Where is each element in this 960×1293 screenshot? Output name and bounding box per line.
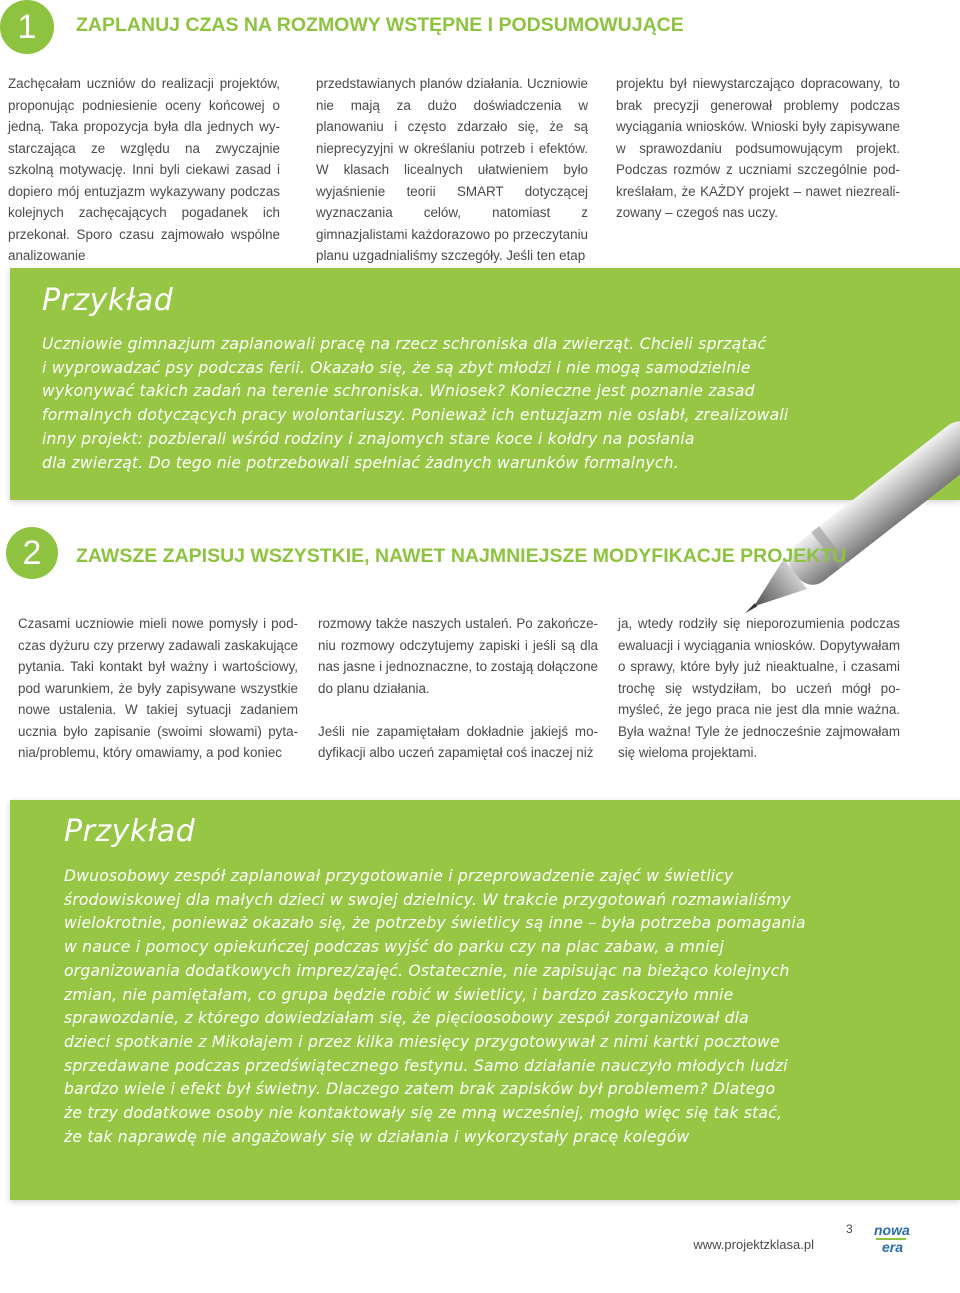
section-2-column-1 [18,613,298,764]
paragraph: rozmowy także naszych ustaleń. Po zakończeniu rozmowy odczytujemy zapiski i jeśli są dla nas jasne i jednoznaczne, to zostają dołączone do planu działania. [318,616,598,696]
example-2-title: Przykład [64,814,196,849]
paragraph: przedstawianych planów działania. Uczniowie nie mają za dużo doświadczenia w planowaniu i często zdarzało się, że są nieprecyzyjni w określaniu potrzeb i efektów. W klasach licealnych ułatwieniem było wyjaśnienie teorii SMART dotyczącej wyznaczania celów, natomiast z gimnazjalistami każdorazowo po przeczytaniu planu uzgadnialiśmy szczegóły. Jeśli ten etap [316,76,588,263]
section-2-column-3 [618,613,900,764]
paragraph: Czasami uczniowie mieli nowe pomysły i podczas dyżuru czy przerwy zadawali zaskakujące pytania. Taki kontakt był ważny i wartościowy, pod warunkiem, że były zapisywane wszystkie nowe ustalenia. W takiej sytuacji zadaniem ucznia było zapisanie (swoimi słowami) pytania/problemu, który omawiamy, a pod koniec [18,616,298,760]
paragraph: projektu był niewystarczająco dopracowany, to brak precyzji generował problemy podczas wyciągania wniosków. Wnioski były zapisywane w sprawozdaniu podsumowującym projekt. Podczas rozmów z uczniami szczególnie podkreślałam, że KAŻDY projekt – nawet niezrealizowany – czegoś nas uczy. [616,76,900,220]
text-line: sprawozdanie, z którego dowiedziałam się, że pięcioosobowy zespół zorganizował dla [64,1009,749,1028]
text-line: i wyprowadzać psy podczas ferii. Okazało się, że są zbyt młodzi i nie mogą samodzielnie [42,358,751,377]
logo-line-1: nowa [874,1222,910,1238]
section-number-1 [0,0,54,54]
section-2-title: ZAWSZE ZAPISUJ WSZYSTKIE, NAWET NAJMNIEJSZE MODYFIKACJE PROJEKTU [76,545,847,567]
logo-line-2: era [882,1239,904,1255]
section-1-column-2 [316,73,588,267]
paragraph: Jeśli nie zapamiętałam dokładnie jakiejś modyfikacji albo uczeń zapamiętał coś inaczej niż [318,723,598,760]
text-line: formalnych dotyczących pracy wolontariuszy. Ponieważ ich entuzjazm nie osłabł, zrealizowali [42,406,789,425]
pen-illustration [700,380,960,620]
section-number-label: 2 [22,533,42,572]
footer-url[interactable]: www.projektzklasa.pl [693,1237,814,1252]
nowa-era-logo [872,1221,916,1255]
text-line: że tak naprawdę nie angażowały się w działania i wykorzystały pracę kolegów [64,1127,690,1146]
example-2-text [64,865,944,1149]
text-line: wielokrotnie, ponieważ okazało się, że potrzeby świetlicy są inne – była potrzeba pomagania [64,914,806,933]
text-line: Dwuosobowy zespół zaplanował przygotowanie i przeprowadzenie zajęć w świetlicy [64,867,734,885]
text-line: że trzy dodatkowe osoby nie kontaktowały się ze mną wcześniej, mogło więc się tak stać, [64,1104,783,1123]
text-line: bardzo wiele i efekt był świetny. Dlaczego zatem brak zapisków był problemem? Dlatego [64,1080,776,1099]
paragraph: Zachęcałam uczniów do realizacji projektów, proponując podniesienie oceny końcowej o jedną. Taka propozycja była dla jednych wystarczająca ze względu na zwyczajnie szkolną motywację. Inni byli ciekawi zasad i dopiero mój entuzjazm wykazywany podczas kolejnych zachęcających pogadanek ich przekonał. Sporo czasu zajmowało wspólne analizowanie [8,76,280,263]
section-number-2 [6,527,58,579]
paragraph: ja, wtedy rodziły się nieporozumienia podczas ewaluacji i wyciągania wniosków. Dopytywałam o sprawy, które były już nieaktualne, i czasami trochę się wstydziłam, bo uczeń mógł pomyśleć, że jego praca nie jest dla mnie ważna. Była ważna! Tyle że jednocześnie zajmowałam się wieloma projektami. [618,616,900,760]
section-1-title: ZAPLANUJ CZAS NA ROZMOWY WSTĘPNE I PODSUMOWUJĄCE [76,14,684,36]
section-1-column-1 [8,73,280,267]
text-line: inny projekt: pozbierali wśród rodziny i znajomych stare koce i kołdry na posłania [42,429,695,448]
text-line: wykonywać takich zadań na terenie schroniska. Wniosek? Konieczne jest poznanie zasad [42,382,755,401]
text-line: Uczniowie gimnazjum zaplanowali pracę na rzecz schroniska dla zwierząt. Chcieli sprzątać [42,335,767,353]
text-line: zmian, nie pamiętałam, co grupa będzie robić w świetlicy, i bardzo zaskoczyło mnie [64,985,734,1004]
section-number-label: 1 [17,7,37,46]
text-line: organizowania dodatkowych imprez/zajęć. Ostatecznie, nie zapisując na bieżąco kolejnych [64,961,790,980]
example-1-title: Przykład [42,283,174,318]
text-line: środowiskowej dla małych dzieci w swojej dzielnicy. W trakcie przygotowań rozmawialiśmy [64,890,791,909]
text-line: dzieci spotkanie z Mikołajem i przez kilka miesięcy przygotowywał z nimi kartki pocztowe [64,1032,780,1051]
text-line: w nauce i pomocy opiekuńczej podczas wyjść do parku czy na plac zabaw, a mniej [64,938,724,957]
section-1-column-3 [616,73,900,224]
text-line: dla zwierząt. Do tego nie potrzebowali spełniać żadnych warunków formalnych. [42,453,679,472]
page-number: 3 [846,1222,853,1236]
text-line: sprzedawane podczas przedświątecznego festynu. Samo działanie nauczyło młodych ludzi [64,1056,788,1075]
section-2-column-2 [318,613,598,764]
